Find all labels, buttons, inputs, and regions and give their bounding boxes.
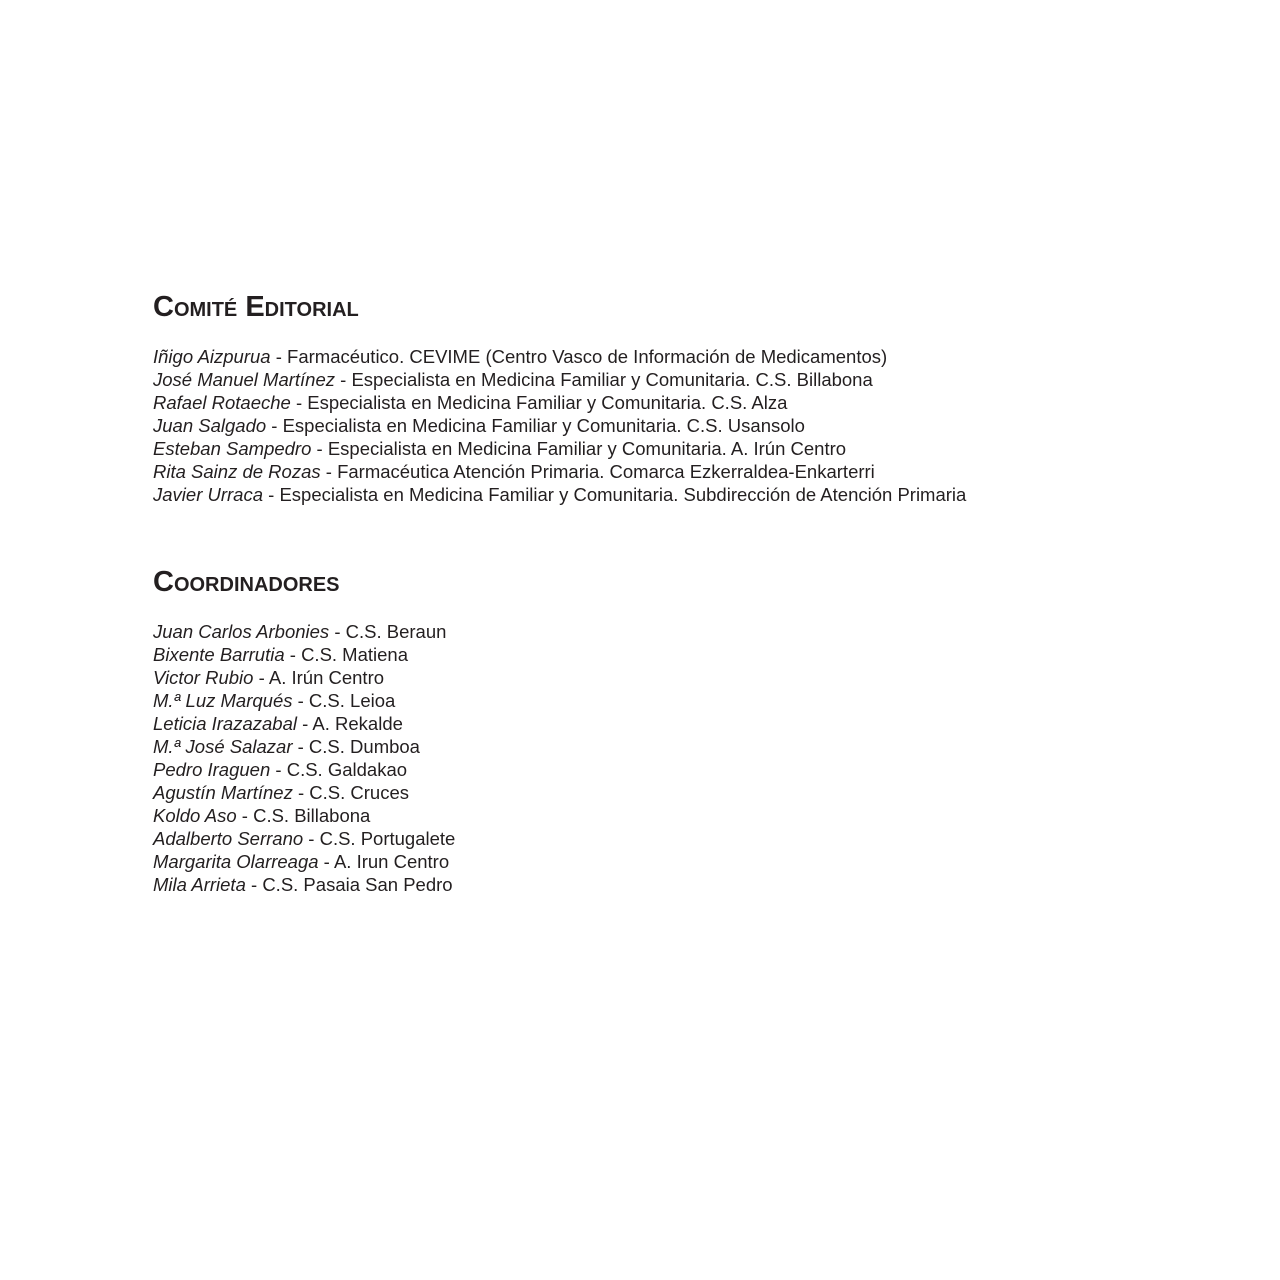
- member-name: Agustín Martínez: [153, 782, 293, 803]
- member-role: - C.S. Billabona: [236, 805, 371, 826]
- list-item: [153, 850, 455, 873]
- list-item: [153, 483, 966, 506]
- member-name: Victor Rubio: [153, 667, 254, 688]
- list-item: [153, 735, 455, 758]
- list-item: [153, 666, 455, 689]
- member-role: - A. Irún Centro: [253, 667, 385, 688]
- member-name: Leticia Irazazabal: [153, 713, 297, 734]
- member-role: - Especialista en Medicina Familiar y Comunitaria. C.S. Alza: [290, 392, 788, 413]
- comite-editorial-list: [153, 345, 966, 506]
- member-name: Adalberto Serrano: [153, 828, 304, 849]
- list-item: [153, 391, 966, 414]
- list-item: [153, 873, 455, 896]
- member-name: Esteban Sampedro: [153, 438, 312, 459]
- member-name: Bixente Barrutia: [153, 644, 285, 665]
- member-name: Mila Arrieta: [153, 874, 246, 895]
- list-item: [153, 758, 455, 781]
- member-role: - C.S. Portugalete: [303, 828, 456, 849]
- member-name: Koldo Aso: [153, 805, 237, 826]
- member-role: - C.S. Leioa: [292, 690, 396, 711]
- member-role: - Especialista en Medicina Familiar y Comunitaria. A. Irún Centro: [311, 438, 847, 459]
- coordinadores-list: [153, 620, 455, 896]
- list-item: [153, 620, 455, 643]
- list-item: [153, 712, 455, 735]
- list-item: [153, 827, 455, 850]
- list-item: [153, 781, 455, 804]
- member-role: - Farmacéutica Atención Primaria. Comarca Ezkerraldea-Enkarterri: [320, 461, 875, 482]
- list-item: [153, 643, 455, 666]
- member-name: Rita Sainz de Rozas: [153, 461, 321, 482]
- member-role: - Especialista en Medicina Familiar y Comunitaria. C.S. Billabona: [335, 369, 873, 390]
- member-role: - C.S. Beraun: [329, 621, 447, 642]
- member-role: - C.S. Cruces: [292, 782, 410, 803]
- member-name: Juan Carlos Arbonies: [153, 621, 330, 642]
- list-item: [153, 345, 966, 368]
- list-item: [153, 460, 966, 483]
- member-role: - Especialista en Medicina Familiar y Comunitaria. C.S. Usansolo: [266, 415, 805, 436]
- list-item: [153, 368, 966, 391]
- member-name: Rafael Rotaeche: [153, 392, 291, 413]
- member-name: José Manuel Martínez: [153, 369, 336, 390]
- member-name: Margarita Olarreaga: [153, 851, 319, 872]
- member-name: Javier Urraca: [153, 484, 263, 505]
- member-role: - C.S. Dumboa: [292, 736, 420, 757]
- member-role: - Especialista en Medicina Familiar y Comunitaria. Subdirección de Atención Primaria: [263, 484, 967, 505]
- list-item: [153, 689, 455, 712]
- member-role: - Farmacéutico. CEVIME (Centro Vasco de Información de Medicamentos): [270, 346, 888, 367]
- list-item: [153, 804, 455, 827]
- member-name: Iñigo Aizpurua: [153, 346, 271, 367]
- member-name: M.ª Luz Marqués: [153, 690, 293, 711]
- list-item: [153, 437, 966, 460]
- member-role: - C.S. Pasaia San Pedro: [245, 874, 453, 895]
- member-role: - A. Irun Centro: [318, 851, 450, 872]
- member-name: Juan Salgado: [153, 415, 267, 436]
- member-name: M.ª José Salazar: [153, 736, 293, 757]
- comite-editorial-heading: Comité Editorial: [153, 291, 359, 323]
- coordinadores-heading: Coordinadores: [153, 566, 340, 598]
- list-item: [153, 414, 966, 437]
- member-role: - C.S. Matiena: [284, 644, 409, 665]
- member-name: Pedro Iraguen: [153, 759, 271, 780]
- member-role: - C.S. Galdakao: [270, 759, 408, 780]
- member-role: - A. Rekalde: [296, 713, 403, 734]
